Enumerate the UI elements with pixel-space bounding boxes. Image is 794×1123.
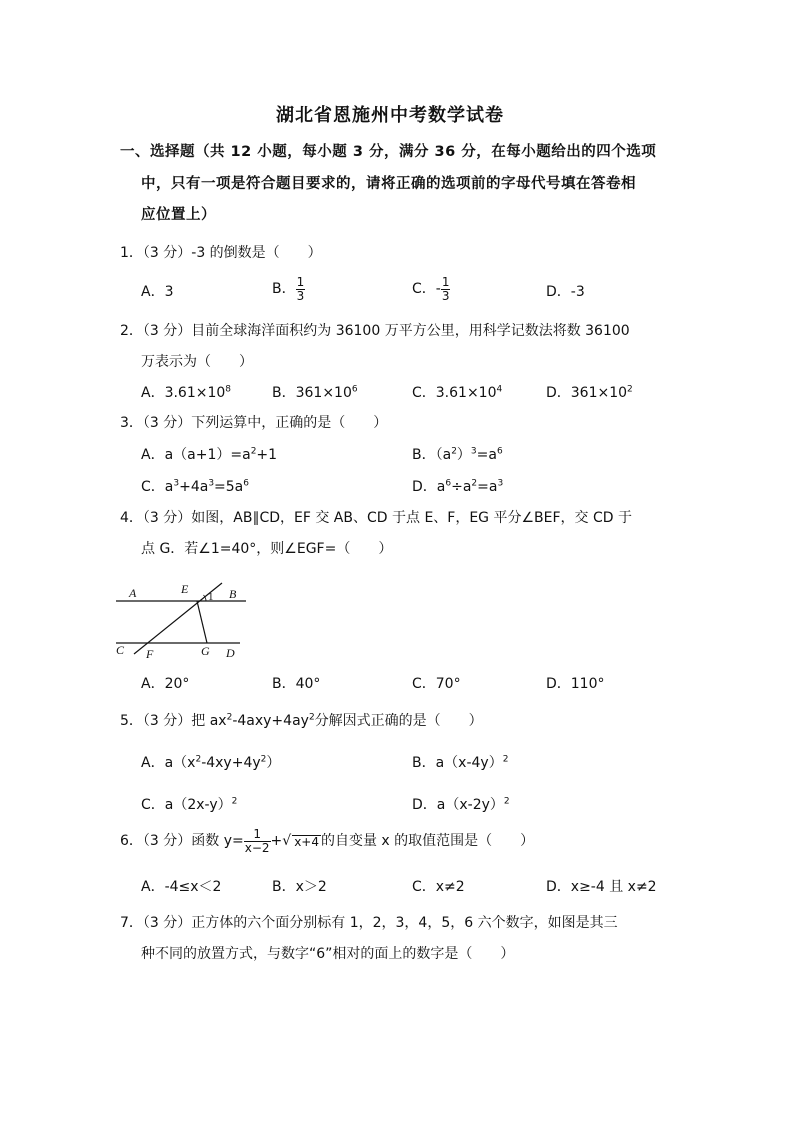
q7-stem-line2: 种不同的放置方式，与数字“6”相对的面上的数字是（ ）: [141, 946, 515, 962]
q3-option-c: C．$a^3+4a^3=5a^6$: [141, 478, 249, 495]
q5-stem: 5．（3 分）把 $ax^2-4axy+4ay^2$分解因式正确的是（ ）: [120, 712, 483, 729]
fraction: $\frac{1}{3}$: [441, 275, 450, 303]
option-label: C．-: [412, 281, 441, 298]
section-heading-line2: 中，只有一项是符合题目要求的，请将正确的选项前的字母代号填在答卷相: [141, 176, 636, 192]
q2-stem-line2: 万表示为（ ）: [141, 354, 253, 370]
q1-option-b: [272, 276, 305, 302]
q6-option-d: D．x≥-4 且 x≠2: [546, 879, 657, 895]
q2-option-c: C．$3.61\times 10^4$: [412, 384, 503, 401]
label-c: C: [116, 643, 125, 657]
q5-option-d: D．$a(x-2y)^2$: [412, 796, 510, 813]
q5-option-a: A．$a(x^2-4xy+4y^2)$: [141, 754, 281, 771]
q2-option-b: B．$361\times 10^6$: [272, 384, 358, 401]
q2-option-d: D．$361\times 10^2$: [546, 384, 633, 401]
option-label: B．: [272, 281, 296, 298]
q4-option-a: A．20°: [141, 676, 190, 692]
q4-stem-line2: 点 G．若∠1=40°，则∠EGF=（ ）: [141, 541, 393, 557]
q3-option-a: A．$a(a+1)=a^2+1$: [141, 446, 278, 463]
label-e: E: [181, 582, 189, 596]
q6-option-a: A．-4≤x＜2: [141, 879, 222, 895]
section-heading-line1: 一、选择题（共 12 小题，每小题 3 分，满分 36 分，在每小题给出的四个选项: [120, 144, 657, 160]
page-title: 湖北省恩施州中考数学试卷: [276, 105, 504, 126]
label-f: F: [146, 647, 154, 661]
q6-option-c: C．x≠2: [412, 879, 465, 895]
q6-radicand: x+4: [294, 834, 319, 849]
q4-parallel-lines-figure: [112, 576, 252, 666]
q3-option-b: B．$(a^2)^3=a^6$: [412, 446, 503, 463]
q4-option-d: D．110°: [546, 676, 605, 692]
q2-stem-line1: 2．（3 分）目前全球海洋面积约为 36100 万平方公里，用科学记数法将数 36100: [120, 323, 630, 339]
q1-option-c: [412, 276, 450, 302]
q4-stem-line1: 4．（3 分）如图，AB∥CD，EF 交 AB、CD 于点 E、F，EG 平分∠BEF，交 CD 于: [120, 510, 632, 526]
q4-option-c: C．70°: [412, 676, 461, 692]
sqrt-sign: √: [282, 833, 292, 850]
q6-fraction: $\frac{1}{x-2}$: [244, 827, 270, 855]
q6-stem: 6．（3 分）函数 y= $\frac{1}{x-2}$ +√ x+4 的自变量 x 的取值范围是（ ）: [120, 827, 535, 855]
q1-stem: 1．（3 分）-3 的倒数是（ ）: [120, 245, 322, 261]
q1-option-a: A．3: [141, 284, 174, 300]
label-1: 1: [208, 591, 214, 603]
label-d: D: [226, 646, 235, 660]
q3-option-d: D．$a^6\div a^2=a^3$: [412, 478, 504, 495]
q7-stem-line1: 7．（3 分）正方体的六个面分别标有 1，2，3，4，5，6 六个数字，如图是其三: [120, 915, 618, 931]
fraction: $\frac{1}{3}$: [296, 275, 305, 303]
section-heading-line3: 应位置上）: [141, 207, 216, 223]
q4-option-b: B．40°: [272, 676, 321, 692]
label-g: G: [201, 644, 210, 658]
q5-option-b: B．$a(x-4y)^2$: [412, 754, 509, 771]
q3-stem: 3．（3 分）下列运算中，正确的是（ ）: [120, 415, 388, 431]
q1-option-d: D．-3: [546, 284, 585, 300]
line-eg: [197, 601, 207, 643]
label-a: A: [129, 586, 137, 600]
label-b: B: [229, 587, 237, 601]
q2-option-a: A．$3.61\times 10^8$: [141, 384, 232, 401]
q5-option-c: C．$a(2x-y)^2$: [141, 796, 238, 813]
q6-option-b: B．x＞2: [272, 879, 327, 895]
